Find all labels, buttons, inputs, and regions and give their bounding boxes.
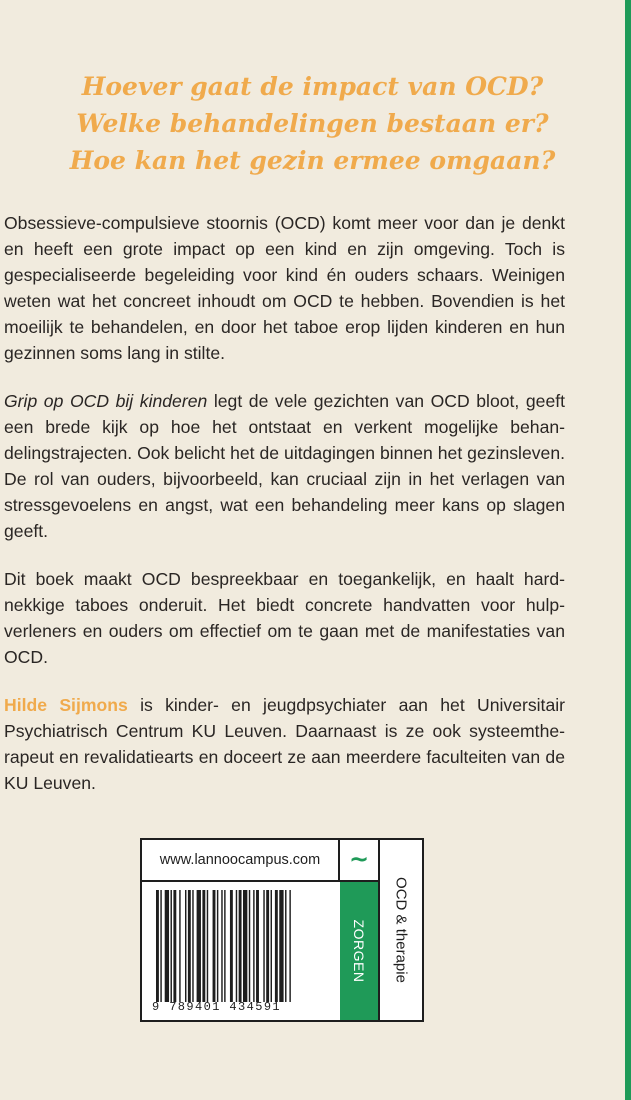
headline-line-3: Hoe kan het gezin ermee omgaan?: [69, 146, 556, 175]
author-name: Hilde Sijmons: [4, 695, 128, 715]
publisher-url[interactable]: www.lannoocampus.com: [142, 840, 340, 882]
paragraph-book: [4, 388, 565, 544]
paragraph-book-text: legt de vele gezichten van OCD bloot, geeft een brede kijk op hoe het ontstaat en verkent mogelijke behandelingstrajecten. Ook belicht het de uitdagingen binnen het gezinsleven. De rol van ouders, bijvoorbeeld, kan cruciaal zijn in het verlagen van stressgevoelens en angst, wat een behandeling meer kans op slagen geeft.: [4, 391, 566, 541]
paragraph-purpose: Dit boek maakt OCD bespreekbaar en toegankelijk, en haalt hardnekkige taboes onderuit. Het biedt concrete handvatten voor hulpverleners en ouders om effectief om te gaan met de manifestaties van OCD.: [4, 569, 565, 667]
series-label-text: ZORGEN: [351, 919, 367, 983]
wave-logo-icon: ~: [340, 840, 380, 882]
paragraph-author: [4, 692, 565, 796]
category-label: [380, 840, 422, 1020]
headline-line-2: Welke behandelingen bestaan er?: [76, 109, 549, 138]
isbn-number: 9 789401 434591: [152, 1000, 282, 1014]
paragraph-intro: Obsessieve-compulsieve stoornis (OCD) komt meer voor dan je denkt en heeft een grote impact op een kind en zijn omgeving. Toch is gespecialiseerde begeleiding voor kind én ouders schaars. Weinigen weten wat het concreet inhoudt om OCD te hebben. Bovendien is het moeilijk te behandelen, en door het taboe erop lijden kinderen en hun gezinnen soms lang in stilte.: [4, 213, 565, 363]
author-bio: is kinder- en jeugdpsychiater aan het Universitair Psychiatrisch Centrum KU Leuven. Daarnaast is ze ook systeemtherapeut en revalidatiearts en doceert ze aan meerdere faculteiten van de KU Leuven.: [4, 695, 565, 793]
headline-line-1: Hoever gaat de impact van OCD?: [81, 72, 544, 101]
category-label-text: OCD & therapie: [392, 877, 410, 983]
barcode-bars-icon: [156, 890, 331, 1002]
book-title: Grip op OCD bij kinderen: [4, 391, 208, 411]
green-edge-stripe: [625, 0, 631, 1100]
blurb: [4, 210, 565, 818]
barcode-box: [140, 838, 424, 1022]
series-label: [340, 882, 380, 1020]
headline: [0, 68, 625, 179]
